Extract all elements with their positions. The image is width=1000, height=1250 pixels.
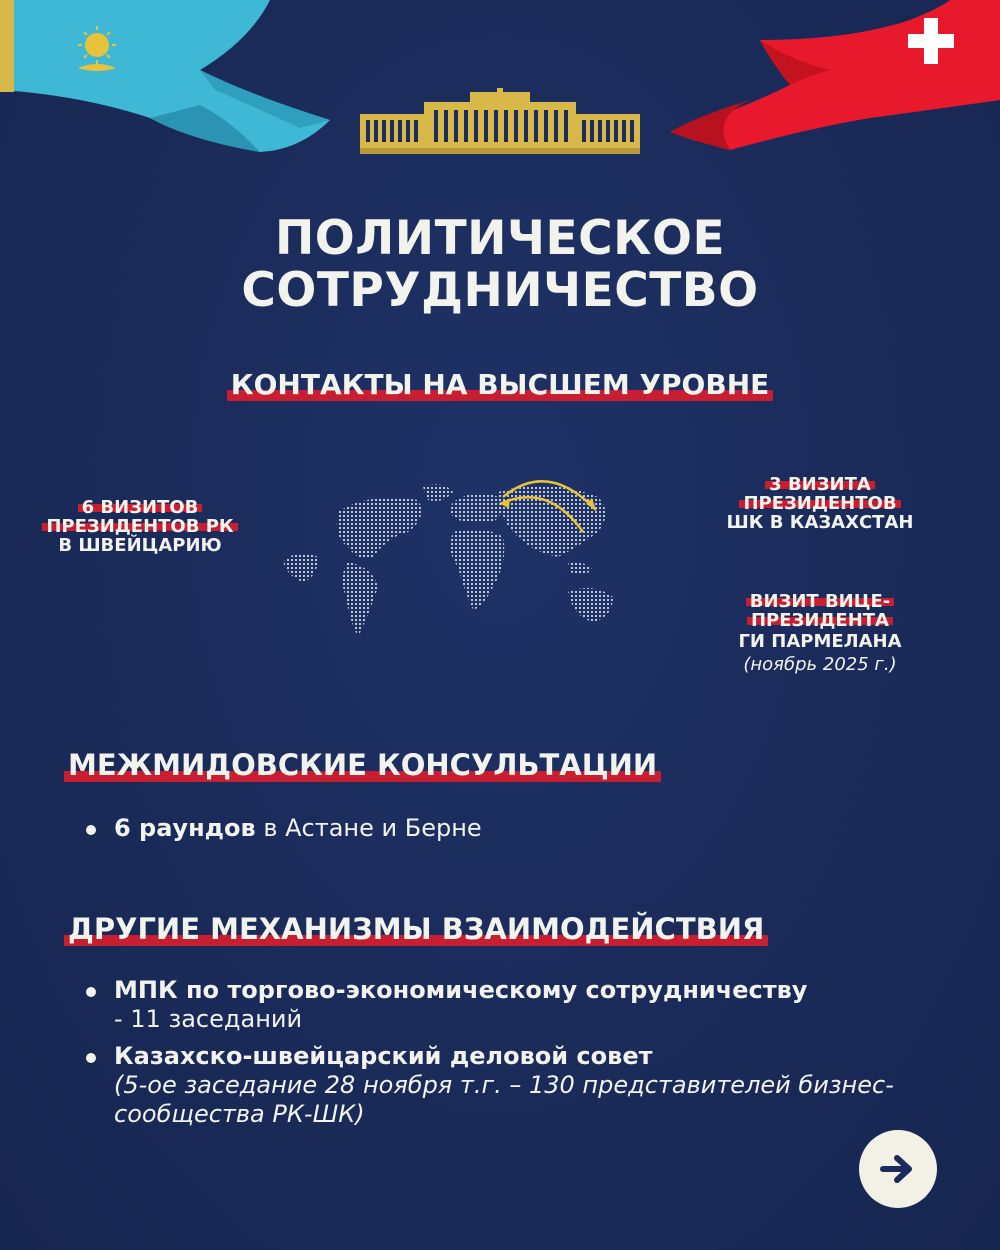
mechanism-note: - 11 заседаний [114, 1005, 303, 1033]
list-item [86, 814, 482, 843]
stat-ch-line-2: ПРЕЗИДЕНТОВ [743, 493, 897, 514]
consultations-list [86, 814, 482, 851]
arrow-right-icon [877, 1148, 919, 1190]
stat-ch-line-3: ШК В КАЗАХСТАН [726, 512, 914, 533]
contacts-heading-text: КОНТАКТЫ НА ВЫСШЕМ УРОВНЕ [230, 368, 770, 401]
stat-vp-line-3: ГИ ПАРМЕЛАНА [738, 631, 902, 652]
consultations-heading-text: МЕЖМИДОВСКИЕ КОНСУЛЬТАЦИИ [68, 748, 658, 782]
title-line-1: ПОЛИТИЧЕСКОЕ [274, 211, 726, 266]
stat-kz-visits [20, 498, 260, 555]
mechanisms-heading-text: ДРУГИЕ МЕХАНИЗМЫ ВЗАИМОДЕЙСТВИЯ [68, 912, 765, 946]
mechanism-title: Казахско-швейцарский деловой совет [114, 1042, 653, 1070]
page-title [0, 213, 1000, 317]
kazakhstan-flag-icon [0, 0, 330, 160]
world-map-globe-icon [278, 462, 668, 662]
consultations-rounds: 6 раундов [114, 814, 256, 842]
stat-kz-line-1: 6 ВИЗИТОВ [81, 497, 199, 518]
consultations-heading [68, 748, 657, 782]
mechanism-title: МПК по торгово-экономическому сотрудничеству [114, 976, 808, 1004]
next-slide-button[interactable] [859, 1130, 937, 1208]
stat-vp-line-2: ПРЕЗИДЕНТА [750, 610, 889, 631]
title-line-2: СОТРУДНИЧЕСТВО [241, 263, 759, 318]
contacts-heading [0, 368, 1000, 401]
government-building-icon [360, 88, 640, 156]
stat-kz-line-2: ПРЕЗИДЕНТОВ РК [46, 516, 234, 537]
stat-vp-line-1: ВИЗИТ ВИЦЕ- [749, 591, 891, 612]
mechanisms-list [86, 976, 946, 1137]
stat-vice-president-visit [705, 592, 935, 674]
mechanism-note: (5-ое заседание 28 ноября т.г. – 130 представителей бизнес-сообщества РК-ШК) [114, 1071, 894, 1128]
stat-ch-visits [705, 475, 935, 532]
stat-kz-line-3: В ШВЕЙЦАРИЮ [58, 535, 222, 556]
list-item [86, 1042, 946, 1129]
mechanisms-heading [68, 912, 764, 946]
consultations-places: в Астане и Берне [255, 814, 482, 842]
list-item [86, 976, 946, 1034]
stat-ch-line-1: 3 ВИЗИТА [769, 474, 871, 495]
switzerland-flag-icon [670, 0, 1000, 160]
stat-vp-date: (ноябрь 2025 г.) [743, 654, 897, 675]
